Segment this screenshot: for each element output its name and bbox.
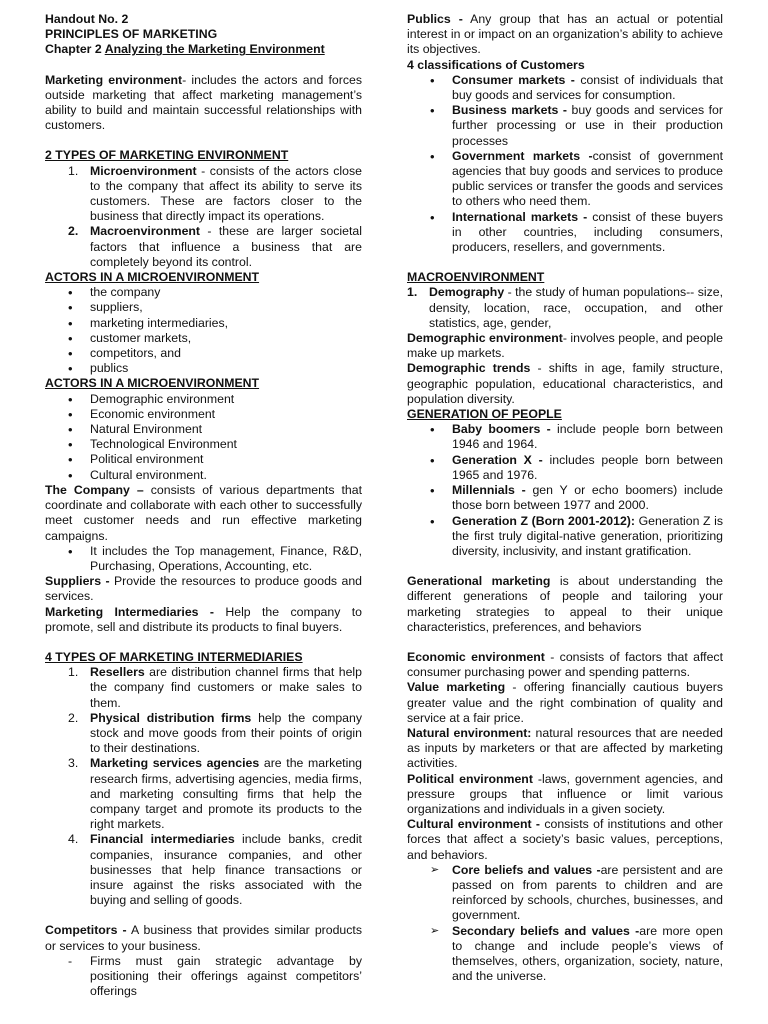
list-item: • Generation X - includes people born between 1965 and 1976.: [452, 453, 723, 483]
list-item: ➢ Secondary beliefs and values -are more open to change and include people’s views of themselves, others, organization, society, nature, and the universe.: [452, 924, 723, 985]
customers-heading: 4 classifications of Customers: [407, 57, 585, 72]
demography-list: [407, 285, 723, 331]
marketing-environment-definition: Marketing environment- includes the actors and forces outside marketing that affect marketing management’s ability to build and maintain successful relationships with customers.: [45, 72, 362, 133]
value-marketing-definition: Value marketing - offering financially cautious buyers greater value and the right combination of quality and service at a fair price.: [407, 680, 723, 725]
chapter-title: Chapter 2 Analyzing the Marketing Environment: [45, 42, 325, 57]
demographic-environment-definition: Demographic environment- involves people, and people make up markets.: [407, 331, 723, 361]
cultural-environment-definition: Cultural environment - consists of institutions and other forces that affect a society’s basic values, perceptions, and behaviors.: [407, 817, 723, 862]
actors-list-2: [45, 392, 362, 483]
list-item: • Business markets - buy goods and services for further processing or use in their production processes: [452, 103, 723, 149]
generations-list: [407, 422, 723, 559]
list-item: • It includes the Top management, Finance, R&D, Purchasing, Operations, Accounting, etc.: [90, 544, 362, 574]
list-item: 3. Marketing services agencies are the marketing research firms, advertising agencies, media firms, and marketing consulting firms that help the company target and promote its products to the right markets.: [68, 756, 362, 832]
course-title: PRINCIPLES OF MARKETING: [45, 27, 218, 42]
suppliers-definition: Suppliers - Provide the resources to produce goods and services.: [45, 574, 362, 604]
types-heading: 2 TYPES OF MARKETING ENVIRONMENT: [45, 148, 289, 163]
right-column: [407, 12, 723, 984]
list-item: • Economic environment: [90, 407, 362, 422]
list-item: • Political environment: [90, 452, 362, 467]
handout-number: Handout No. 2: [45, 12, 129, 26]
company-definition: The Company – consists of various departments that coordinate and collaborate with each other to successfully meet customer needs and run effective marketing campaigns.: [45, 482, 363, 543]
list-item: • marketing intermediaries,: [90, 316, 362, 331]
macro-heading: MACROENVIRONMENT: [407, 270, 545, 285]
list-item: • Millennials - gen Y or echo boomers) include those born between 1977 and 2000.: [452, 483, 723, 513]
generational-marketing-definition: Generational marketing is about understanding the different generations of people and tailoring your marketing strategies to appeal to their unique characteristics, preferences, and behaviors: [407, 574, 724, 634]
types-list: [45, 164, 362, 270]
list-item: ➢ Core beliefs and values -are persistent and are passed on from parents to children and are reinforced by schools, churches, businesses, and government.: [452, 863, 723, 924]
competitors-bullets: [45, 954, 362, 1000]
political-environment-definition: Political environment -laws, government agencies, and pressure groups that influence or limit various organizations and individuals in a given society.: [407, 771, 723, 816]
list-item: • Baby boomers - include people born between 1946 and 1964.: [452, 422, 723, 452]
generation-heading: GENERATION OF PEOPLE: [407, 407, 562, 422]
list-item: • Technological Environment: [90, 437, 362, 452]
intermediaries-definition: Marketing Intermediaries - Help the company to promote, sell and distribute its products to final buyers.: [45, 604, 362, 634]
list-item: 2. Macroenvironment - these are larger societal factors that influence a business that are completely beyond its control.: [68, 224, 362, 269]
list-item: 1. Demography - the study of human populations-- size, density, location, race, occupation, and other statistics, age, gender,: [407, 285, 723, 330]
list-item: • Government markets -consist of government agencies that buy goods and services to produce public services or transfer the goods and services to others who need them.: [452, 149, 723, 210]
list-item: • suppliers,: [90, 300, 362, 315]
customers-list: [407, 73, 723, 255]
list-item: - Firms must gain strategic advantage by positioning their offerings against competitors’ offerings: [90, 954, 362, 1000]
list-item: 1. Microenvironment - consists of the actors close to the company that affect its ability to serve its customers. These are factors closer to the business that directly impact its operations.: [68, 163, 362, 224]
economic-environment-definition: Economic environment - consists of factors that affect consumer purchasing power and spending patterns.: [407, 649, 723, 680]
list-item: 2. Physical distribution firms help the company stock and move goods from their points of origin to their destinations.: [68, 710, 362, 756]
list-item: • Generation Z (Born 2001-2012): Generation Z is the first truly digital-native generation, prioritizing diversity, inclusivity, and instant gratification.: [452, 514, 723, 560]
intermediaries-heading: 4 TYPES OF MARKETING INTERMEDIARIES: [45, 649, 303, 664]
beliefs-list: [407, 863, 723, 985]
list-item: 1. Resellers are distribution channel firms that help the company find customers or make sales to them.: [68, 665, 362, 710]
actors-heading-2: ACTORS IN A MICROENVIRONMENT: [45, 376, 260, 391]
list-item: • publics: [90, 361, 362, 376]
list-item: • International markets - consist of these buyers in other countries, including consumers, producers, resellers, and governments.: [452, 210, 723, 256]
competitors-definition: Competitors - A business that provides similar products or services to your business.: [45, 923, 362, 953]
actors-list-1: [45, 285, 362, 376]
list-item: • Cultural environment.: [90, 468, 362, 483]
list-item: 4. Financial intermediaries include banks, credit companies, insurance companies, and other businesses that help finance transactions or insure against the risks associated with the buying and selling of goods.: [68, 832, 362, 908]
actors-heading-1: ACTORS IN A MICROENVIRONMENT: [45, 270, 260, 285]
intermediaries-list: [45, 665, 362, 908]
natural-environment-definition: Natural environment: natural resources that are needed as inputs by marketers or that are affected by marketing activities.: [407, 725, 724, 771]
list-item: • competitors, and: [90, 346, 362, 361]
list-item: • customer markets,: [90, 331, 362, 346]
list-item: • the company: [90, 285, 362, 300]
demographic-trends-definition: Demographic trends - shifts in age, family structure, geographic population, educational characteristics, and population diversity.: [407, 361, 723, 406]
list-item: • Demographic environment: [90, 392, 362, 407]
list-item: • Natural Environment: [90, 422, 362, 437]
company-bullets: [45, 544, 362, 574]
list-item: • Consumer markets - consist of individuals that buy goods and services for consumption.: [452, 73, 723, 103]
publics-definition: Publics - Any group that has an actual or potential interest in or impact on an organization’s ability to achieve its objectives.: [407, 12, 723, 57]
left-column: [45, 12, 362, 999]
